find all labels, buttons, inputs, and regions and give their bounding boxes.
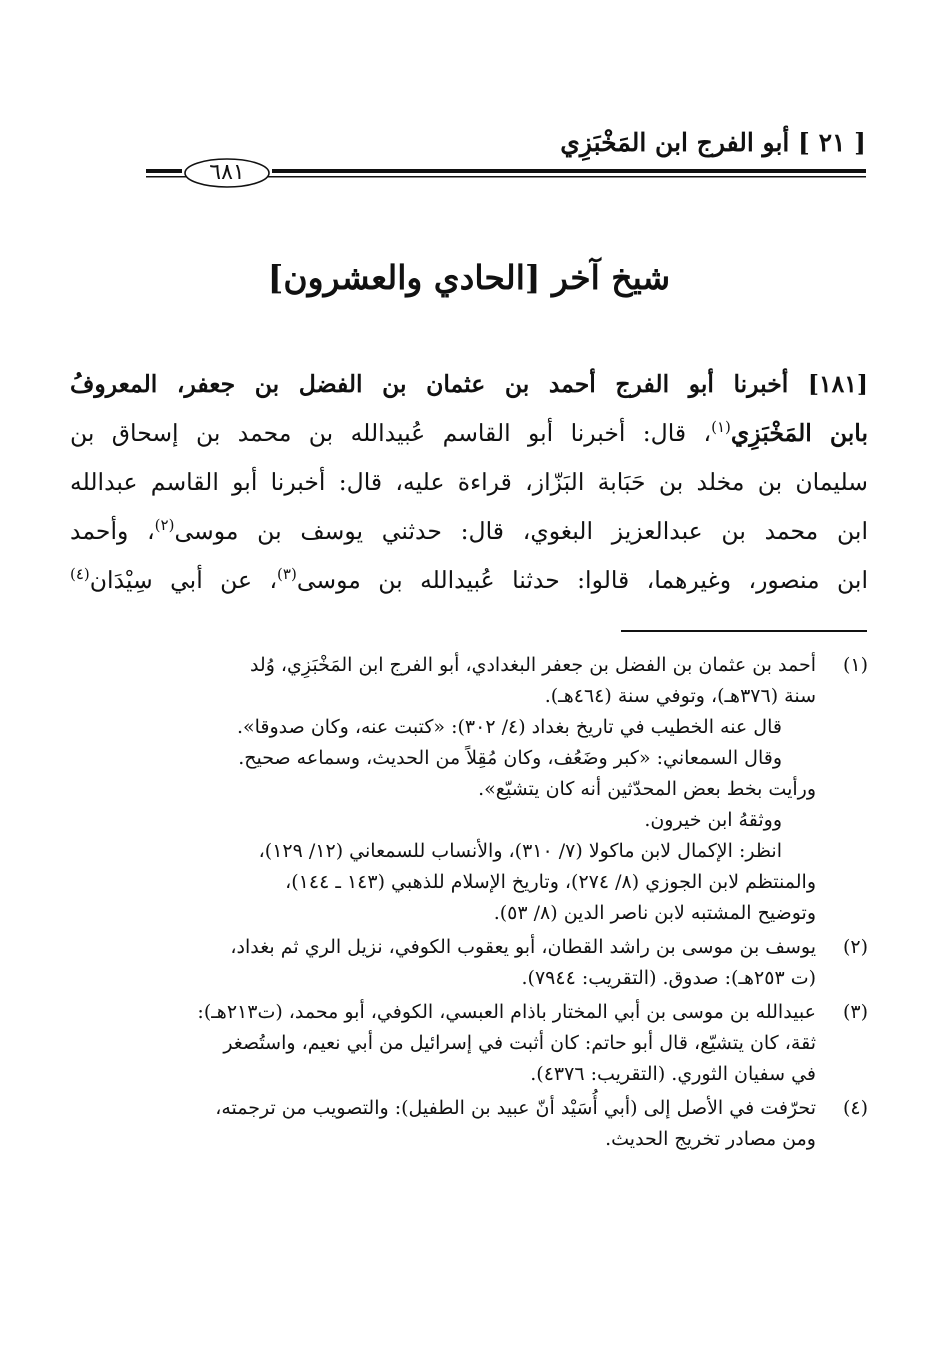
running-title: [ ٢١ ] أبو الفرج ابن المَخْبَزِي <box>560 128 866 157</box>
main-line-5-post: ، عن أبي سِيْدَان <box>89 566 278 594</box>
main-line-2-bold: بابن المَخْبَزِي <box>730 419 868 447</box>
main-line-3-text: سليمان بن مخلد بن حَبَابة البَزّاز، قراءة عليه، قال: أخبرنا أبو القاسم عبدالله <box>70 468 868 496</box>
footnote-number: (٢) <box>842 936 868 958</box>
page-number: ٦٨١ <box>209 160 245 185</box>
footnote-line: يوسف بن موسى بن راشد القطان، أبو يعقوب الكوفي، نزيل الري ثم بغداد، <box>230 936 816 958</box>
footnote-line: وقال السمعاني: «كبر وضَعُف، وكان مُقِلاً من الحديث، وسماعه صحيح. <box>238 747 782 769</box>
footnote-line: وتوضيح المشتبه لابن ناصر الدين (٨/ ٥٣). <box>493 902 816 924</box>
footnote-line: ثقة، كان يتشيّع، قال أبو حاتم: كان أثبت في إسرائيل من أبي نعيم، واستُصغر <box>223 1032 816 1054</box>
main-line-3 <box>70 458 868 507</box>
main-line-1-bold: [١٨١] أخبرنا أبو الفرج أحمد بن عثمان بن الفضل بن جعفر، المعروفُ <box>70 370 868 398</box>
footnote-number: (٤) <box>842 1097 868 1119</box>
footnote-4 <box>70 1093 868 1155</box>
footnote-line: ومن مصادر تخريج الحديث. <box>605 1128 816 1150</box>
footnote-2 <box>70 932 868 994</box>
footnote-line: أحمد بن عثمان بن الفضل بن جعفر البغدادي، أبو الفرج ابن المَخْبَزِي، وُلد <box>249 654 816 676</box>
main-line-4 <box>70 507 868 556</box>
main-line-5 <box>70 556 868 605</box>
footnote-line: والمنتظم لابن الجوزي (٨/ ٢٧٤)، وتاريخ الإسلام للذهبي (١٤٣ ـ ١٤٤)، <box>285 871 816 893</box>
footnote-number: (١) <box>842 654 868 676</box>
footnote-ref-2[interactable]: (٢) <box>154 516 175 535</box>
main-line-4-post: ، وأحمد <box>70 517 155 545</box>
footnote-line: تحرّفت في الأصل إلى (أبي أُسَيْد أنّ عبيد بن الطفيل): والتصويب من ترجمته، <box>215 1097 816 1119</box>
hadith-paragraph <box>70 360 868 605</box>
footnote-number: (٣) <box>842 1001 868 1023</box>
footnotes <box>70 650 868 1158</box>
main-line-4-text: ابن محمد بن عبدالعزيز البغوي، قال: حدثني يوسف بن موسى <box>174 517 868 545</box>
footnote-1 <box>70 650 868 929</box>
page-number-badge <box>182 156 272 190</box>
footnote-line: ووثقهُ ابن خيرون. <box>644 809 782 831</box>
footnote-line: (ت ٢٥٣هـ): صدوق. (التقريب: ٧٩٤٤). <box>521 967 816 989</box>
footnote-line: عبيدالله بن موسى بن أبي المختار باذام العبسي، الكوفي، أبو محمد، (ت٢١٣هـ): <box>197 1001 816 1023</box>
main-line-2-text: ، قال: أخبرنا أبو القاسم عُبيدالله بن محمد بن إسحاق بن <box>70 419 712 447</box>
footnote-line: ورأيت بخط بعض المحدّثين أنه كان يتشيّع». <box>478 778 816 800</box>
main-line-5-text: ابن منصور، وغيرهما، قالوا: حدثنا عُبيدالله بن موسى <box>296 566 868 594</box>
footnote-3 <box>70 997 868 1090</box>
footnote-line: سنة (٣٧٦هـ)، وتوفي سنة (٤٦٤هـ). <box>544 685 816 707</box>
footnote-line: قال عنه الخطيب في تاريخ بغداد (٤/ ٣٠٢): «كتبت عنه، وكان صدوقا». <box>236 716 782 738</box>
footnote-ref-3[interactable]: (٣) <box>277 565 297 584</box>
footnote-line: في سفيان الثوري. (التقريب: ٤٣٧٦). <box>530 1063 816 1085</box>
footnote-ref-4[interactable]: (٤) <box>70 565 90 584</box>
footnote-line: انظر: الإكمال لابن ماكولا (٧/ ٣١٠)، والأنساب للسمعاني (١٢/ ١٢٩)، <box>258 840 782 862</box>
main-line-2 <box>70 409 868 458</box>
footnote-ref-1[interactable]: (١) <box>711 418 731 437</box>
main-text <box>70 360 868 605</box>
footnote-separator <box>621 630 867 632</box>
section-title: شيخ آخر [الحادي والعشرون] <box>267 258 671 297</box>
main-line-1 <box>70 360 868 409</box>
